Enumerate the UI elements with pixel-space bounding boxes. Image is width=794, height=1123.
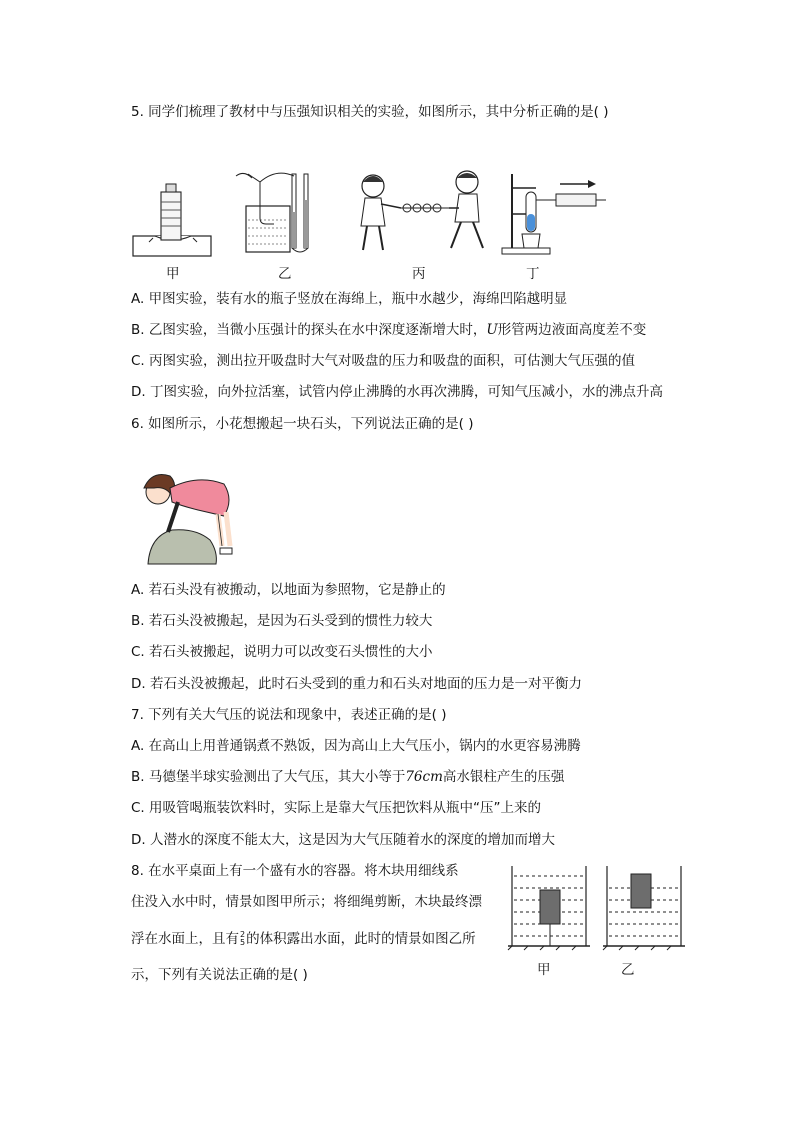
q6-option-c: C. 若石头被搬起，说明力可以改变石头惯性的大小: [131, 644, 433, 660]
q5-option-b: B. 乙图实验，当微小压强计的探头在水中深度逐渐增大时，U形管两边液面高度差不变: [131, 322, 647, 338]
q8-line-3: [131, 929, 476, 949]
q5-figure-yi: [236, 168, 320, 258]
q6-option-a: A. 若石头没有被搬动，以地面为参照物，它是静止的: [131, 582, 446, 598]
q7-option-c: C. 用吸管喝瓶装饮料时，实际上是靠大气压把饮料从瓶中“压”上来的: [131, 800, 541, 816]
q7-option-b: B. 马德堡半球实验测出了大气压，其大小等于76cm高水银柱产生的压强: [131, 769, 565, 785]
q8-line-3a: 浮在水面上，且有: [131, 931, 239, 947]
q8-frac-num: 2: [240, 930, 246, 939]
q6-option-b: B. 若石头没被搬起，是因为石头受到的惯性力较大: [131, 613, 433, 629]
q5-caption-yi: 乙: [278, 266, 292, 282]
q6-stem: 6. 如图所示，小花想搬起一块石头，下列说法正确的是( ): [131, 416, 474, 432]
q5-caption-bing: 丙: [412, 266, 426, 282]
q8-line-3b: 的体积露出水面，此时的情景如图乙所: [246, 931, 476, 947]
q8-fraction: [240, 931, 245, 947]
q7-option-a: A. 在高山上用普通锅煮不熟饭，因为高山上大气压小，锅内的水更容易沸腾: [131, 738, 581, 754]
q5-figure-ding: [500, 170, 608, 256]
q5-option-d: D. 丁图实验，向外拉活塞，试管内停止沸腾的水再次沸腾，可知气压减小，水的沸点升高: [131, 384, 663, 400]
q8-line-1: 8. 在水平桌面上有一个盛有水的容器。将木块用细线系: [131, 863, 459, 879]
q8-line-4: 示，下列有关说法正确的是( ): [131, 967, 308, 983]
q7-option-d: D. 人潜水的深度不能太大，这是因为大气压随着水的深度的增加而增大: [131, 832, 555, 848]
q8-figure-yi: [603, 866, 685, 950]
q8-frac-den: 5: [240, 938, 246, 947]
q6-option-d: D. 若石头没被搬起，此时石头受到的重力和石头对地面的压力是一对平衡力: [131, 676, 582, 692]
q5-figure-jia: [133, 178, 213, 258]
q6-figure-girl-stone: [138, 466, 238, 566]
q8-line-2: 住没入水中时，情景如图甲所示；将细绳剪断，木块最终漂: [131, 894, 482, 910]
q7-stem: 7. 下列有关大气压的说法和现象中，表述正确的是( ): [131, 707, 447, 723]
q8-caption-jia: 甲: [537, 962, 551, 978]
q8-caption-yi: 乙: [621, 962, 635, 978]
q5-option-a: A. 甲图实验，装有水的瓶子竖放在海绵上，瓶中水越少，海绵凹陷越明显: [131, 291, 568, 307]
q5-option-c: C. 丙图实验，测出拉开吸盘时大气对吸盘的压力和吸盘的面积，可估测大气压强的值: [131, 353, 636, 369]
q5-caption-ding: 丁: [526, 266, 540, 282]
q5-caption-jia: 甲: [166, 266, 180, 282]
q5-figure-bing: [355, 168, 493, 258]
q8-figure-jia: [508, 866, 590, 950]
q5-stem: 5. 同学们梳理了教材中与压强知识相关的实验，如图所示，其中分析正确的是( ): [131, 104, 609, 120]
